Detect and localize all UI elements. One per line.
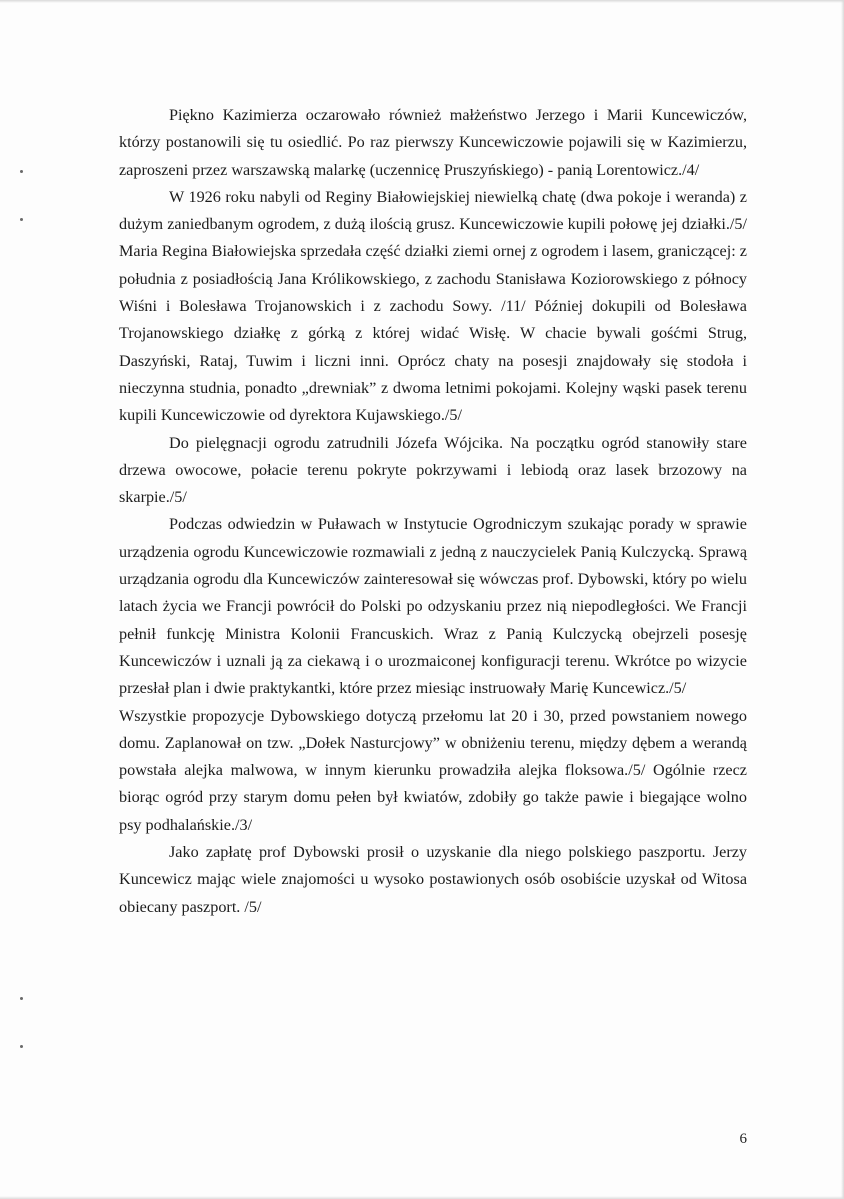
paragraph: Jako zapłatę prof Dybowski prosił o uzyskanie dla niego polskiego paszportu. Jerzy Kuncewicz mając wiele znajomości u wysoko postawionych osób osobiście uzyskał od Witosa obiecany paszport. /5/ <box>119 843 747 916</box>
scan-mark-dot <box>20 170 23 173</box>
scan-mark-dot <box>20 218 23 221</box>
paragraph: Podczas odwiedzin w Puławach w Instytucie Ogrodniczym szukając porady w sprawie urządzenia ogrodu Kuncewiczowie rozmawiali z jedną z nauczycielek Panią Kulczycką. Sprawą urządzania ogrodu dla Kuncewiczów zainteresował się wówczas prof. Dybowski, który po wielu latach życia we Francji powrócił do Polski po odzyskaniu przez nią niepodległości. We Francji pełnił funkcję Ministra Kolonii Francuskich. Wraz z Panią Kulczycką obejrzeli posesję Kuncewiczów i uznali ją za ciekawą i o urozmaiconej konfiguracji terenu. Wkrótce po wizycie przesłał plan i dwie praktykantki, które przez miesiąc instruowały Marię Kuncewicz./5/ <box>119 515 747 698</box>
paragraph: W 1926 roku nabyli od Reginy Białowiejskiej niewielką chatę (dwa pokoje i weranda) z dużym zaniedbanym ogrodem, z dużą ilością grusz. Kuncewiczowie kupili połowę jej działki./5/ Maria Regina Białowiejska sprzedała część działki ziemi ornej z ogrodem i lasem, graniczącej: z południa z posiadłością Jana Królikowskiego, z zachodu Stanisława Koziorowskiego z północy Wiśni i Bolesława Trojanowskich i z zachodu Sowy. /11/ Później dokupili od Bolesława Trojanowskiego działkę z górką z której widać Wisłę. W chacie bywali gośćmi Strug, Daszyński, Rataj, Tuwim i liczni inni. Oprócz chaty na posesji znajdowały się stodoła i nieczynna studnia, ponadto „drewniak” z dwoma letnimi pokojami. Kolejny wąski pasek terenu kupili Kuncewiczowie od dyrektora Kujawskiego./5/ <box>119 187 747 425</box>
document-body <box>119 102 747 921</box>
paragraph: Piękno Kazimierza oczarowało również małżeństwo Jerzego i Marii Kuncewiczów, którzy postanowili się tu osiedlić. Po raz pierwszy Kuncewiczowie pojawili się w Kazimierzu, zaproszeni przez warszawską malarkę (uczennicę Pruszyńskiego) - panią Lorentowicz./4/ <box>119 106 747 179</box>
scan-mark-dot <box>20 997 23 1000</box>
paragraph: Do pielęgnacji ogrodu zatrudnili Józefa Wójcika. Na początku ogród stanowiły stare drzewa owocowe, połacie terenu pokryte pokrzywami i lebiodą oraz lasek brzozowy na skarpie./5/ <box>119 433 747 507</box>
page-number: 6 <box>739 1131 747 1147</box>
paragraph: Wszystkie propozycje Dybowskiego dotyczą przełomu lat 20 i 30, przed powstaniem nowego domu. Zaplanował on tzw. „Dołek Nasturcjowy” w obniżeniu terenu, między dębem a werandą powstała alejka malwowa, w innym kierunku prowadziła alejka floksowa./5/ Ogólnie rzecz biorąc ogród przy starym domu pełen był kwiatów, zdobiły go także pawie i biegające wolno psy podhalańskie./3/ <box>119 706 747 834</box>
scan-edge-top <box>0 0 844 3</box>
scan-mark-dot <box>20 1045 23 1048</box>
